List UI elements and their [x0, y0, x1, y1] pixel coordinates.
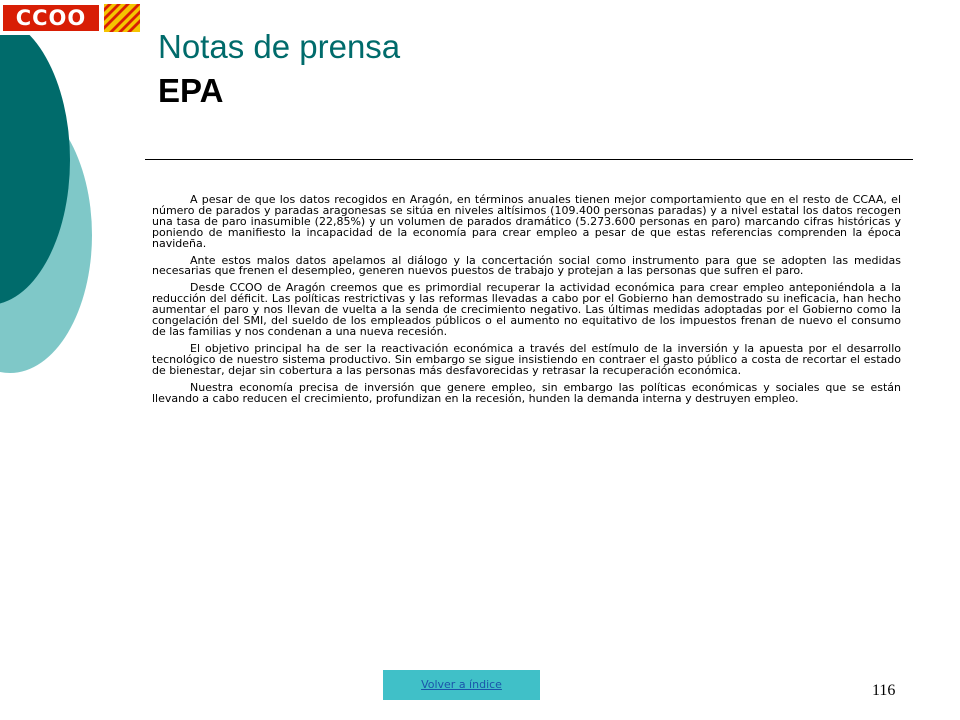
back-to-index-link[interactable]: Volver a índice — [383, 670, 540, 700]
aragon-flag-icon — [104, 4, 140, 32]
ccoo-logo — [0, 0, 143, 35]
logo-text: CCOO — [3, 5, 99, 31]
paragraph: El objetivo principal ha de ser la reactivación económica a través del estímulo de la inversión y la apuesta por el desarrollo tecnológico de nuestro sistema productivo. Sin embargo se sigue insistiendo en contraer el gasto público a costa de recortar el estado de bienestar, dejar sin cobertura a las personas más desfavorecidas y retrasar la recuperación económica. — [152, 341, 901, 377]
header-divider — [145, 159, 913, 160]
paragraph: A pesar de que los datos recogidos en Aragón, en términos anuales tienen mejor comportamiento que en el resto de CCAA, el número de parados y paradas aragonesas se sitúa en niveles altísimos (109.400 personas paradas) y a nivel estatal los datos recogen una tasa de paro inasumible (22,85%) y un volumen de parados dramático (5.273.600 personas en paro) marcando cifras históricas y poniendo de manifiesto la incapacidad de la economía para crear empleo a pesar de que estas referencias comprenden la época navideña. — [152, 193, 901, 250]
page-number: 116 — [872, 682, 896, 699]
press-release-body — [152, 195, 901, 410]
decorative-shapes — [0, 0, 120, 420]
page-title: Notas de prensa — [158, 28, 401, 65]
paragraph: Ante estos malos datos apelamos al diálogo y la concertación social como instrumento para que se adopten las medidas necesarias que frenen el desempleo, generen nuevos puestos de trabajo y protejan a las personas que sufren el paro. — [152, 253, 901, 278]
paragraph: Nuestra economía precisa de inversión que genere empleo, sin embargo las políticas económicas y sociales que se están llevando a cabo reducen el crecimiento, profundizan en la recesión, hunden la demanda interna y destruyen empleo. — [152, 380, 901, 405]
paragraph: Desde CCOO de Aragón creemos que es primordial recuperar la actividad económica para crear empleo anteponiéndola a la reducción del déficit. Las políticas restrictivas y las reformas llevadas a cabo por el Gobierno han demostrado su ineficacia, han hecho aumentar el paro y nos llevan de vuelta a la senda de crecimiento negativo. Las últimas medidas adoptadas por el Gobierno como la congelación del SMI, del sueldo de los empleados públicos o el aumento no equitativo de los impuestos frenan de nuevo el consumo de las familias y nos condenan a una nueva recesión. — [152, 281, 901, 338]
page-subtitle: EPA — [158, 72, 224, 109]
